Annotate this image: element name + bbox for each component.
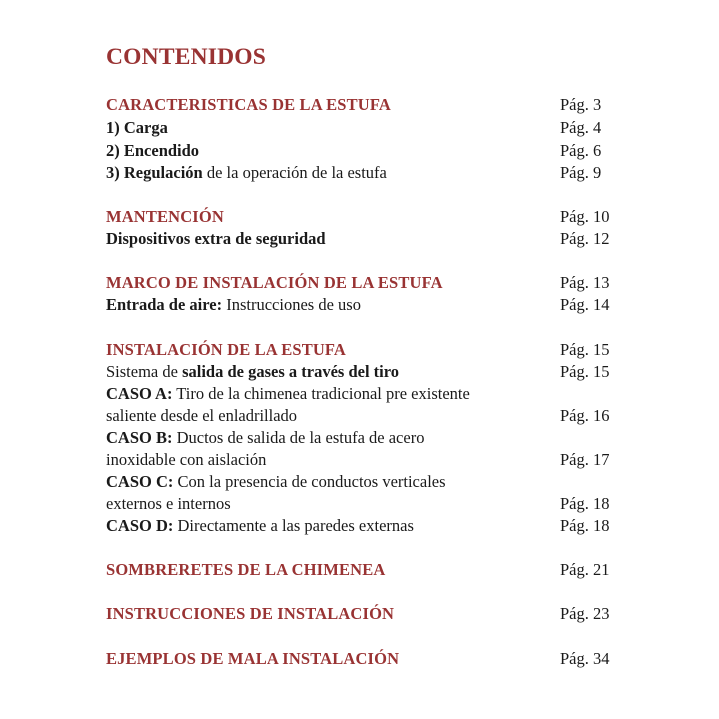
toc-page-marco: Pág. 13 <box>560 273 610 292</box>
toc-page-ejemplos: Pág. 34 <box>560 649 610 668</box>
toc-page-regulacion: Pág. 9 <box>560 163 602 182</box>
entry-text: Ductos de salida de la estufa de acero <box>172 428 425 447</box>
toc-page-caso-a: Pág. 16 <box>560 406 610 425</box>
toc-page-mantencion: Pág. 10 <box>560 207 610 226</box>
toc-page-caso-c: Pág. 18 <box>560 494 610 513</box>
entry-text: Con la presencia de conductos verticales <box>173 472 446 491</box>
toc-page-entrada: Pág. 14 <box>560 295 610 314</box>
toc-entry-caso-c-cont <box>106 494 231 514</box>
entry-bold: CASO B: <box>106 428 173 447</box>
entry-text: Sistema de <box>106 362 183 381</box>
entry-bold: Entrada de aire: <box>106 295 223 314</box>
entry-bold: CASO A: <box>106 384 173 403</box>
entry-bold: 2) Encendido <box>106 141 200 160</box>
toc-page-caso-d: Pág. 18 <box>560 516 610 535</box>
entry-text: saliente desde el enladrillado <box>106 406 298 425</box>
toc-page-instrucciones: Pág. 23 <box>560 604 610 623</box>
toc-heading-instrucciones: INSTRUCCIONES DE INSTALACIÓN <box>106 604 395 623</box>
toc-entry-caso-b <box>106 428 424 448</box>
page-title: CONTENIDOS <box>106 44 267 70</box>
toc-page-instalacion: Pág. 15 <box>560 340 610 359</box>
toc-page-caso-b: Pág. 17 <box>560 450 610 469</box>
entry-bold: CASO D: <box>106 516 174 535</box>
entry-bold: salida de gases a través del tiro <box>182 362 400 381</box>
toc-entry-caso-b-cont <box>106 450 266 470</box>
toc-page-carga: Pág. 4 <box>560 118 602 137</box>
entry-bold: CASO C: <box>106 472 174 491</box>
toc-entry-regulacion <box>106 163 387 183</box>
toc-page-caracteristicas: Pág. 3 <box>560 95 602 114</box>
toc-page-encendido: Pág. 6 <box>560 141 602 160</box>
toc-entry-caso-c <box>106 472 446 492</box>
toc-entry-sistema <box>106 362 399 382</box>
toc-heading-marco: MARCO DE INSTALACIÓN DE LA ESTUFA <box>106 273 443 292</box>
entry-bold: 3) Regulación <box>106 163 203 182</box>
toc-heading-caracteristicas: CARACTERISTICAS DE LA ESTUFA <box>106 95 391 114</box>
entry-text: de la operación de la estufa <box>202 163 387 182</box>
toc-entry-caso-a <box>106 384 470 404</box>
entry-text: Directamente a las paredes externas <box>173 516 414 535</box>
toc-entry-entrada <box>106 295 361 315</box>
toc-entry-encendido <box>106 141 199 161</box>
toc-entry-caso-d <box>106 516 414 536</box>
toc-heading-instalacion: INSTALACIÓN DE LA ESTUFA <box>106 340 346 359</box>
entry-bold: 1) Carga <box>106 118 168 137</box>
toc-entry-dispositivos <box>106 229 326 249</box>
toc-entry-caso-a-cont <box>106 406 297 426</box>
toc-page-sombreretes: Pág. 21 <box>560 560 610 579</box>
toc-heading-sombreretes: SOMBRERETES DE LA CHIMENEA <box>106 560 386 579</box>
toc-heading-mantencion: MANTENCIÓN <box>106 207 224 226</box>
toc-page-dispositivos: Pág. 12 <box>560 229 610 248</box>
entry-text: inoxidable con aislación <box>106 450 267 469</box>
entry-bold: Dispositivos extra de seguridad <box>106 229 326 248</box>
entry-text: Tiro de la chimenea tradicional pre existente <box>172 384 470 403</box>
toc-heading-ejemplos: EJEMPLOS DE MALA INSTALACIÓN <box>106 649 400 668</box>
toc-page-sistema: Pág. 15 <box>560 362 610 381</box>
entry-text: externos e internos <box>106 494 231 513</box>
toc-entry-carga <box>106 118 168 138</box>
entry-text: Instrucciones de uso <box>222 295 361 314</box>
